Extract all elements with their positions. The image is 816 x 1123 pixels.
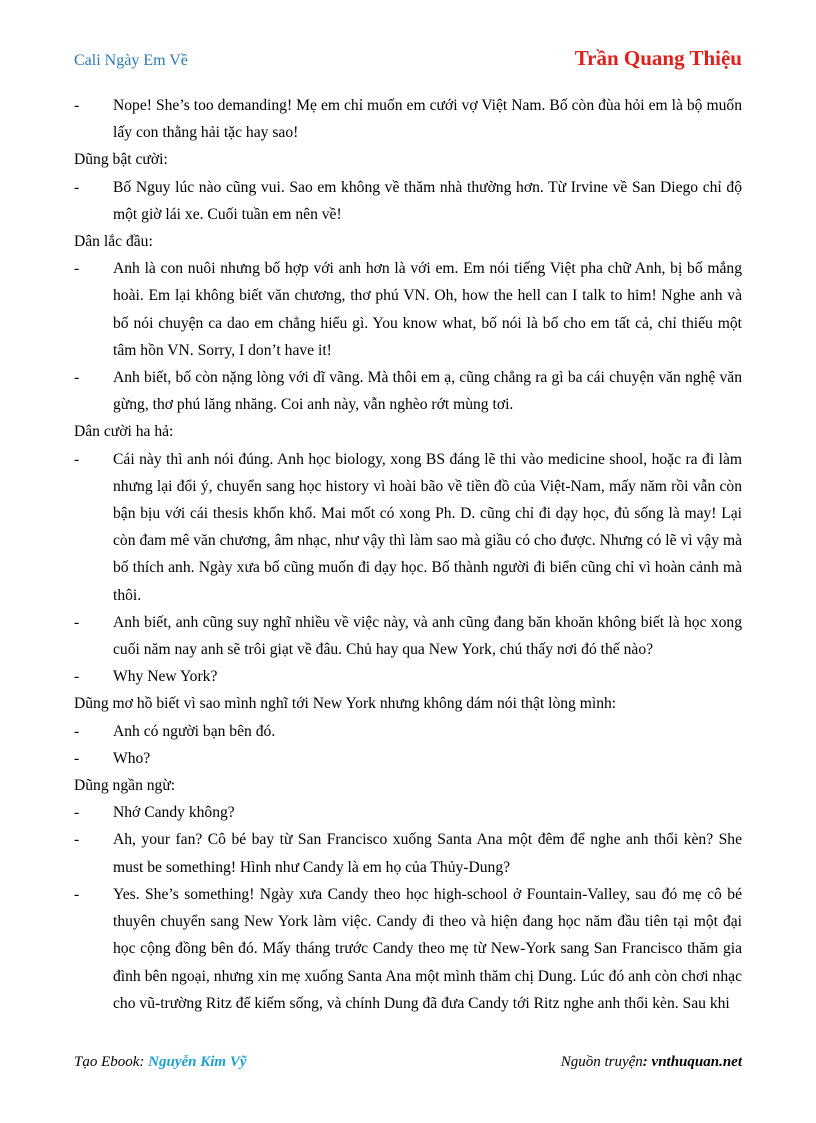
credit-label: Tạo Ebook: [74, 1054, 140, 1070]
source-label: Nguồn truyện: [560, 1054, 643, 1070]
narration-line: Dũng ngần ngừ:: [74, 777, 176, 795]
narration-line: Dân lắc đầu:: [74, 233, 153, 251]
credit-name: Nguyễn Kim Vỹ: [148, 1054, 247, 1070]
dialogue-line: - Anh biết, bố còn nặng lòng với dĩ vãng. Mà thôi em ạ, cũng chẳng ra gì ba cái chuyện văn nghệ văn gừng, thơ phú lăng nhăng. Coi anh này, vẫn nghèo rớt mùng tơi.: [74, 364, 742, 418]
narration-line: Dũng bật cười:: [74, 151, 168, 169]
dialogue-line: - Why New York?: [74, 663, 742, 690]
narration-line: Dũng mơ hồ biết vì sao mình nghĩ tới New York nhưng không dám nói thật lòng mình:: [74, 695, 617, 713]
book-title: Cali Ngày Em Về: [74, 52, 188, 69]
dialogue-line: - Nhớ Candy không?: [74, 799, 742, 826]
source-site: vnthuquan.net: [651, 1054, 742, 1070]
dialogue-line: - Anh có người bạn bên đó.: [74, 718, 742, 745]
page-header: [74, 46, 742, 76]
dialogue-line: - Ah, your fan? Cô bé bay từ San Francisco xuống Santa Ana một đêm để nghe anh thổi kèn? She must be something! Hình như Candy là em họ của Thủy-Dung?: [74, 826, 742, 880]
dialogue-line: - Yes. She’s something! Ngày xưa Candy theo học high-school ở Fountain-Valley, sau đó mẹ cô bé thuyên chuyển sang New York làm việc. Candy đi theo và hiện đang học năm đầu tiên tại một đại học cộng đồng bên đó. Mấy tháng trước Candy theo mẹ từ New-York sang San Francisco thăm gia đình bên ngoại, nhưng xin mẹ xuống Santa Ana một mình thăm chị Dung. Lúc đó anh còn chơi nhạc cho vũ-trường Ritz để kiếm sống, và chính Dung đã đưa Candy tới Ritz nghe anh thổi kèn. Sau khi: [74, 881, 742, 1017]
dialogue-line: - Who?: [74, 745, 742, 772]
dialogue-line: - Nope! She’s too demanding! Mẹ em chỉ muốn em cưới vợ Việt Nam. Bố còn đùa hỏi em là bộ muốn lấy con thằng hải tặc hay sao!: [74, 92, 742, 146]
page-content: [74, 92, 742, 1017]
dialogue-line: - Anh là con nuôi nhưng bố hợp với anh hơn là với em. Em nói tiếng Việt pha chữ Anh, bị bố mắng hoài. Em lại không biết văn chương, thơ phú VN. Oh, how the hell can I talk to him! Nghe anh và bố nói chuyện ca dao em chẳng hiểu gì. You know what, bố nói là bố cho em tất cả, chỉ thiếu một tâm hồn VN. Sorry, I don’t have it!: [74, 255, 742, 364]
credit-separator: :: [139, 1054, 149, 1070]
narration-line: Dân cười ha hả:: [74, 423, 174, 441]
source-separator: :: [642, 1054, 652, 1070]
author-name: Trần Quang Thiệu: [574, 46, 742, 70]
page-footer: [74, 1054, 742, 1078]
dialogue-line: - Cái này thì anh nói đúng. Anh học biology, xong BS đáng lẽ thi vào medicine shool, hoặc ra đi làm nhưng lại đổi ý, chuyển sang học history vì hoài bão về tiền đồ của Việt-Nam, mấy năm rồi vẫn còn bận bịu với cái thesis khốn khổ. Mai mốt có xong Ph. D. cũng chỉ đi dạy học, đủ sống là may! Lại còn đam mê văn chương, âm nhạc, như vậy thì làm sao mà giầu có cho được. Nhưng có lẽ vì vậy mà bố thích anh. Ngày xưa bố cũng muốn đi dạy học. Bố thành người đi biển cũng chỉ vì hoàn cảnh mà thôi.: [74, 446, 742, 609]
dialogue-line: - Anh biết, anh cũng suy nghĩ nhiều về việc này, và anh cũng đang băn khoăn không biết là học xong cuối năm nay anh sẽ trôi giạt về đâu. Chủ hay qua New York, chú thấy nơi đó thế nào?: [74, 609, 742, 663]
story-source: [561, 1054, 742, 1071]
ebook-credit: [74, 1054, 247, 1071]
dialogue-line: - Bố Nguy lúc nào cũng vui. Sao em không về thăm nhà thường hơn. Từ Irvine về San Diego chỉ độ một giờ lái xe. Cuối tuần em nên về!: [74, 174, 742, 228]
